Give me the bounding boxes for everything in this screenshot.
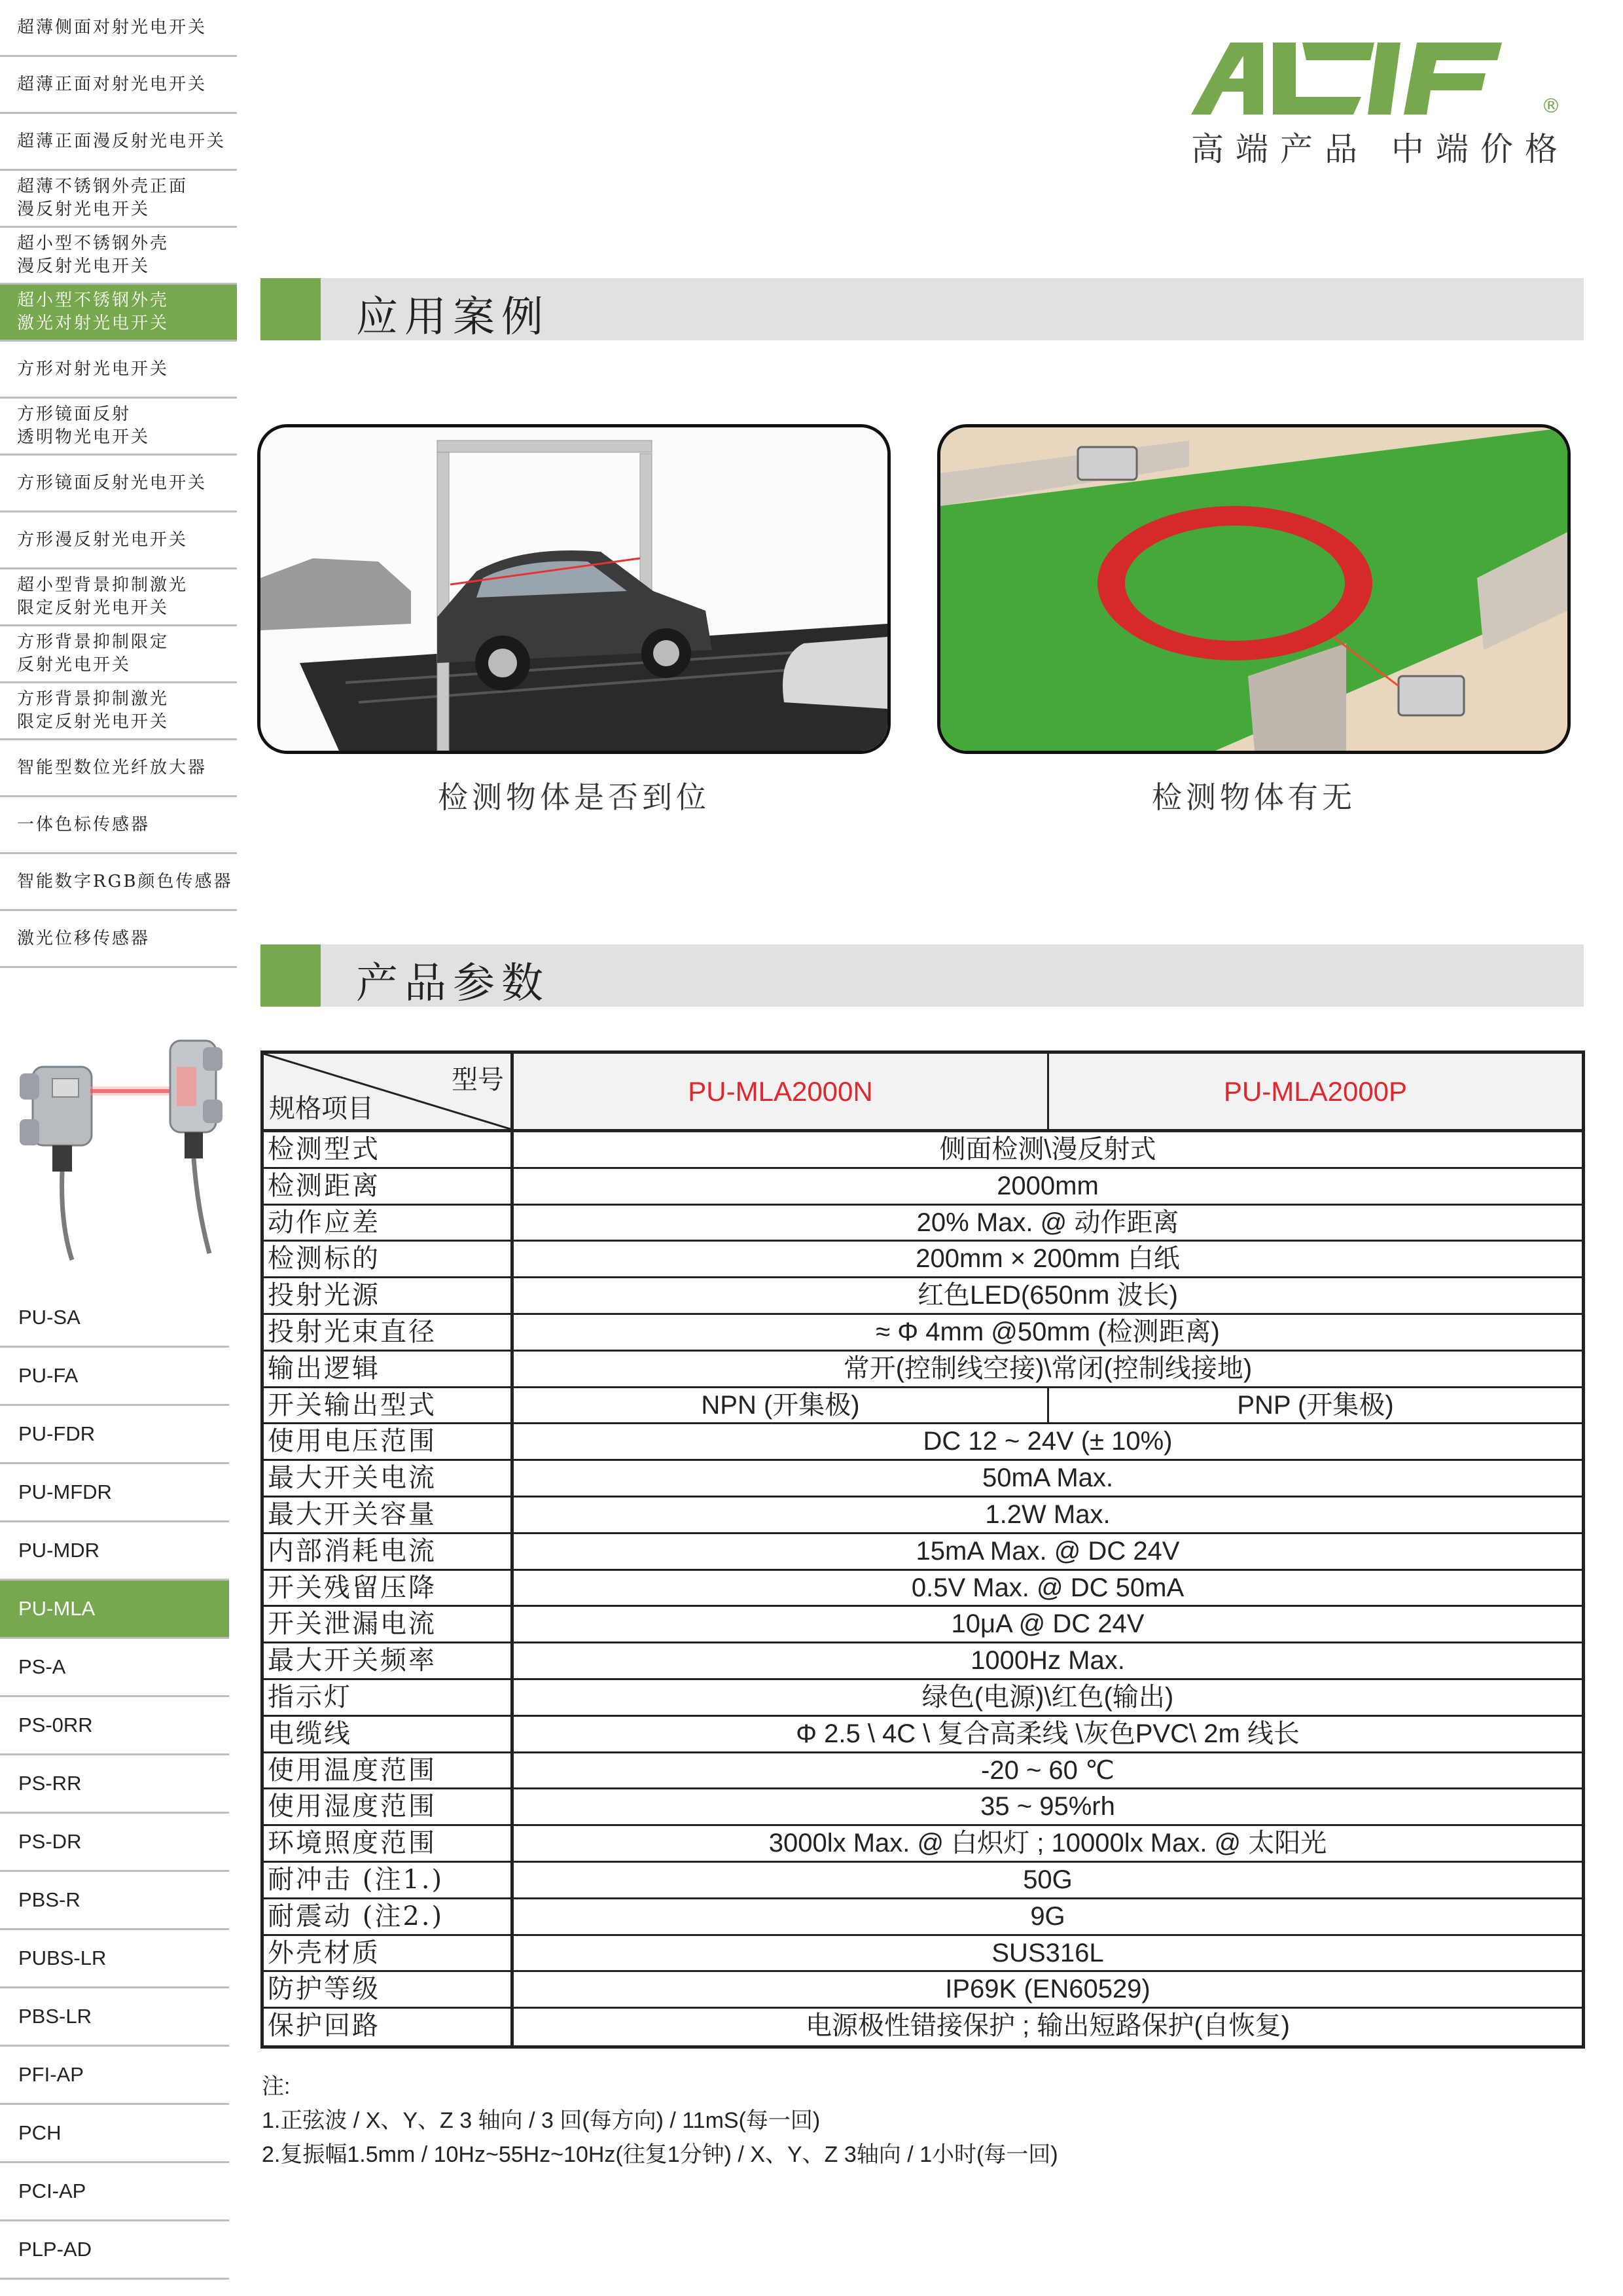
spec-value: 10μA @ DC 24V [951, 1609, 1145, 1639]
spec-label: 开关泄漏电流 [264, 1607, 514, 1641]
nav-model-item[interactable]: PU-MFDR [0, 1464, 229, 1522]
spec-row [264, 1607, 1582, 1643]
spec-row [264, 1461, 1582, 1498]
nav-category-item[interactable]: 方形镜面反射光电开关 [0, 456, 237, 512]
nav-category-item[interactable]: 一体色标传感器 [0, 797, 237, 854]
spec-row [264, 1498, 1582, 1534]
spec-value-npn: NPN (开集极) [514, 1388, 1049, 1423]
nav-category-item[interactable]: 智能数字RGB颜色传感器 [0, 854, 237, 911]
spec-label: 耐冲击 (注1.) [264, 1863, 514, 1897]
nav-model-item[interactable]: PCI-AP [0, 2163, 229, 2221]
notes-title: 注: [262, 2074, 291, 2099]
spec-row [264, 1863, 1582, 1899]
spec-row [264, 1753, 1582, 1790]
spec-label: 检测距离 [264, 1169, 514, 1204]
spec-value: SUS316L [991, 1938, 1104, 1967]
spec-row [264, 1643, 1582, 1680]
nav-model-item[interactable]: PBS-R [0, 1872, 229, 1930]
spec-value: 常开(控制线空接)\常闭(控制线接地) [843, 1354, 1253, 1383]
spec-label: 耐震动 (注2.) [264, 1899, 514, 1934]
spec-value: 绿色(电源)\红色(输出) [921, 1682, 1174, 1712]
spec-value: 9G [1030, 1901, 1065, 1931]
spec-row [264, 1424, 1582, 1461]
nav-category-item[interactable]: 超小型不锈钢外壳 激光对射光电开关 [0, 285, 237, 342]
spec-label: 电缆线 [264, 1717, 514, 1751]
nav-model-item[interactable]: PCH [0, 2105, 229, 2163]
spec-label: 指示灯 [264, 1680, 514, 1715]
nav-model-item[interactable]: PS-0RR [0, 1697, 229, 1755]
nav-model-item[interactable]: PU-FA [0, 1348, 229, 1406]
spec-value: IP69K (EN60529) [945, 1975, 1150, 2004]
spec-header-row [264, 1054, 1582, 1132]
nav-category-item[interactable]: 激光位移传感器 [0, 911, 237, 968]
spec-row [264, 1789, 1582, 1826]
spec-label: 使用电压范围 [264, 1424, 514, 1459]
nav-category-item[interactable]: 超薄侧面对射光电开关 [0, 0, 237, 57]
spec-row [264, 1242, 1582, 1278]
spec-label: 开关输出型式 [264, 1388, 514, 1423]
nav-model-item[interactable]: PS-RR [0, 1755, 229, 1814]
spec-value: 2000mm [997, 1171, 1099, 1200]
category-nav [0, 0, 237, 968]
nav-model-item[interactable]: PU-MDR [0, 1522, 229, 1581]
product-photo [13, 1028, 236, 1263]
spec-label: 动作应差 [264, 1206, 514, 1240]
spec-value: 侧面检测\漫反射式 [939, 1135, 1156, 1164]
spec-value: 15mA Max. @ DC 24V [916, 1536, 1180, 1566]
application-caption-1: 检测物体是否到位 [438, 780, 710, 815]
application-image-ring [937, 424, 1571, 754]
section-accent [260, 278, 321, 340]
spec-label: 检测型式 [264, 1132, 514, 1167]
nav-category-item[interactable]: 方形对射光电开关 [0, 342, 237, 399]
spec-row [264, 1169, 1582, 1206]
spec-value: ≈ Φ 4mm @50mm (检测距离) [876, 1317, 1220, 1346]
nav-category-item[interactable]: 超薄不锈钢外壳正面 漫反射光电开关 [0, 171, 237, 228]
spec-label: 使用温度范围 [264, 1753, 514, 1788]
section-parameters [260, 944, 1584, 1007]
spec-row [264, 1278, 1582, 1315]
spec-value: 1000Hz Max. [971, 1646, 1125, 1676]
nav-category-item[interactable]: 方形背景抑制激光 限定反射光电开关 [0, 683, 237, 740]
spec-label: 投射光束直径 [264, 1315, 514, 1350]
model-name-npn: PU-MLA2000N [514, 1054, 1049, 1129]
section-title: 产品参数 [356, 960, 550, 1008]
spec-value: 20% Max. @ 动作距离 [916, 1208, 1179, 1237]
spec-row [264, 1899, 1582, 1936]
nav-category-item[interactable]: 方形镜面反射 透明物光电开关 [0, 399, 237, 456]
application-image-car [257, 424, 891, 754]
section-applications [260, 278, 1584, 340]
nav-category-item[interactable]: 超小型不锈钢外壳 漫反射光电开关 [0, 228, 237, 285]
spec-row [264, 1388, 1582, 1425]
spec-row [264, 1680, 1582, 1717]
spec-label: 检测标的 [264, 1242, 514, 1276]
model-nav [0, 1289, 229, 2280]
nav-category-item[interactable]: 方形背景抑制限定 反射光电开关 [0, 626, 237, 683]
spec-value-pnp: PNP (开集极) [1237, 1390, 1394, 1420]
model-name-pnp: PU-MLA2000P [1049, 1054, 1582, 1129]
note-item: 1.正弦波 / X、Y、Z 3 轴向 / 3 回(每方向) / 11mS(每一回) [262, 2108, 821, 2133]
nav-model-item[interactable]: PUBS-LR [0, 1930, 229, 1988]
nav-category-item[interactable]: 超小型背景抑制激光 限定反射光电开关 [0, 569, 237, 626]
spec-value: 0.5V Max. @ DC 50mA [911, 1573, 1185, 1602]
spec-value: 200mm × 200mm 白纸 [916, 1244, 1180, 1274]
spec-label: 最大开关频率 [264, 1643, 514, 1678]
spec-label: 环境照度范围 [264, 1826, 514, 1861]
spec-value: DC 12 ~ 24V (± 10%) [923, 1427, 1173, 1456]
nav-category-item[interactable]: 方形漫反射光电开关 [0, 512, 237, 569]
spec-row [264, 1571, 1582, 1607]
spec-row [264, 1534, 1582, 1571]
spec-label: 输出逻辑 [264, 1352, 514, 1386]
spec-value: 3000lx Max. @ 白炽灯 ; 10000lx Max. @ 太阳光 [768, 1829, 1327, 1858]
spec-value: 1.2W Max. [985, 1499, 1111, 1529]
spec-value: Φ 2.5 \ 4C \ 复合高柔线 \灰色PVC\ 2m 线长 [796, 1719, 1300, 1748]
section-accent [260, 944, 321, 1007]
spec-table [260, 1050, 1585, 2049]
spec-value: 35 ~ 95%rh [980, 1792, 1115, 1821]
nav-category-item[interactable]: 超薄正面对射光电开关 [0, 57, 237, 114]
nav-category-item[interactable]: 智能型数位光纤放大器 [0, 740, 237, 797]
nav-model-item[interactable]: PLP-AD [0, 2221, 229, 2280]
spec-value: 50mA Max. [982, 1463, 1114, 1493]
spec-label: 保护回路 [264, 2009, 514, 2045]
spec-value: -20 ~ 60 ℃ [981, 1755, 1115, 1785]
spec-label: 内部消耗电流 [264, 1534, 514, 1569]
nav-category-item[interactable]: 超薄正面漫反射光电开关 [0, 114, 237, 171]
spec-value: 50G [1023, 1865, 1073, 1894]
notes [262, 2070, 1058, 2172]
spec-row [264, 1132, 1582, 1169]
spec-header-label [264, 1054, 514, 1129]
spec-label: 最大开关电流 [264, 1461, 514, 1496]
nav-model-item[interactable]: PFI-AP [0, 2047, 229, 2105]
registered-mark: ® [1541, 95, 1561, 118]
nav-model-item[interactable]: PU-MLA [0, 1581, 229, 1639]
spec-value: 红色LED(650nm 波长) [918, 1281, 1178, 1310]
spec-label: 使用湿度范围 [264, 1789, 514, 1824]
spec-label: 防护等级 [264, 1972, 514, 2007]
spec-rows [264, 1132, 1582, 2045]
note-item: 2.复振幅1.5mm / 10Hz~55Hz~10Hz(往复1分钟) / X、Y、Z 3轴向 / 1小时(每一回) [262, 2142, 1058, 2167]
nav-model-item[interactable]: PU-SA [0, 1289, 229, 1348]
spec-label: 最大开关容量 [264, 1498, 514, 1532]
spec-row [264, 1717, 1582, 1753]
spec-label: 外壳材质 [264, 1936, 514, 1971]
spec-row [264, 1315, 1582, 1352]
section-title: 应用案例 [356, 293, 550, 342]
spec-row [264, 1352, 1582, 1388]
header-spec-label: 规格项目 [269, 1094, 374, 1124]
spec-row [264, 1826, 1582, 1863]
spec-row [264, 2009, 1582, 2045]
spec-row [264, 1972, 1582, 2009]
nav-model-item[interactable]: PU-FDR [0, 1406, 229, 1464]
brand-tagline: 高端产品 中端价格 [1191, 130, 1569, 168]
nav-model-item[interactable]: PS-DR [0, 1814, 229, 1872]
application-caption-2: 检测物体有无 [1152, 780, 1356, 815]
spec-label: 投射光源 [264, 1278, 514, 1313]
spec-row [264, 1936, 1582, 1973]
spec-row [264, 1206, 1582, 1242]
header-model-label: 型号 [452, 1065, 504, 1095]
nav-model-item[interactable]: PBS-LR [0, 1988, 229, 2047]
spec-value: 电源极性错接保护 ; 输出短路保护(自恢复) [806, 2011, 1290, 2041]
spec-label: 开关残留压降 [264, 1571, 514, 1605]
nav-model-item[interactable]: PS-A [0, 1639, 229, 1697]
